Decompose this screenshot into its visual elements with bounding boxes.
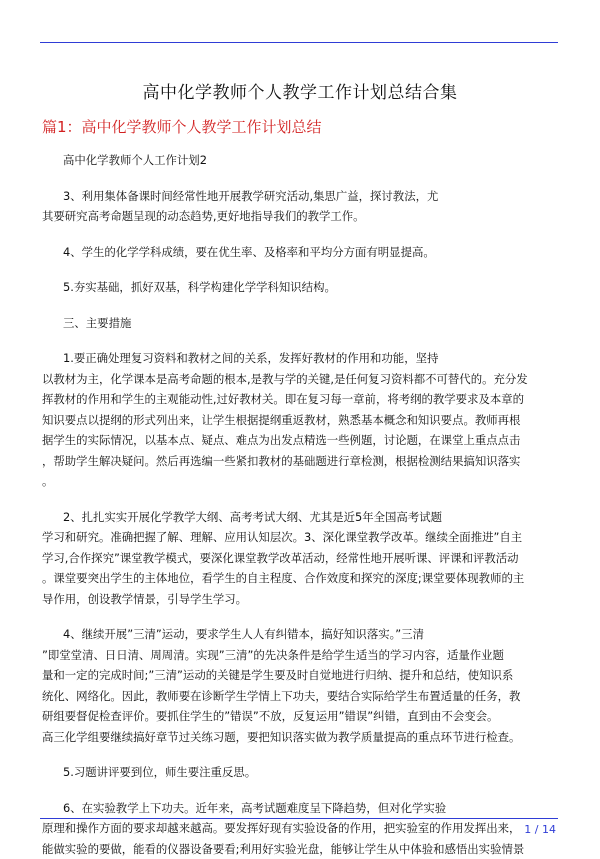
paragraph-line: 统化、网络化。因此，教师要在诊断学生学情上下功夫，要结合实际给学生布置适量的任务，教 — [42, 686, 558, 707]
paragraph-line: 学习和研究。准确把握了解、理解、应用认知层次。3、深化课堂教学改革。继续全面推进”自主 — [42, 527, 558, 548]
paragraph-line: 学习,合作探究”课堂教学模式，要深化课堂教学改革活动，经常性地开展听课、评课和评教活动 — [42, 548, 558, 569]
paragraph-line-first: 4、学生的化学学科成绩，要在优生率、及格率和平均分方面有明显提高。 — [42, 242, 558, 263]
paragraph-line-first: 5.习题讲评要到位，师生要注重反思。 — [42, 762, 558, 783]
paragraph-line: 。 — [42, 471, 558, 492]
paragraph-line-first: 三、主要措施 — [42, 313, 558, 334]
header-rule — [40, 42, 558, 43]
paragraph-line: 据学生的实际情况，以基本点、疑点、难点为出发点精选一些例题，讨论题，在课堂上重点点击 — [42, 430, 558, 451]
footer-rule — [40, 818, 558, 819]
page-indicator: 1 / 14 — [524, 823, 556, 836]
document-body — [42, 150, 558, 859]
paragraph-line-first: 5.夯实基础，抓好双基，科学构建化学学科知识结构。 — [42, 277, 558, 298]
paragraph-line: 高三化学组要继续搞好章节过关练习题，要把知识落实做为教学质量提高的重点环节进行检查。 — [42, 727, 558, 748]
paragraph-line: ，帮助学生解决疑问。然后再选编一些紧扣教材的基础题进行章检测，根据检测结果搞知识落实 — [42, 451, 558, 472]
paragraph-line: 其要研究高考命题呈现的动态趋势,更好地指导我们的教学工作。 — [42, 206, 558, 227]
section-heading: 篇1：高中化学教师个人教学工作计划总结 — [42, 116, 322, 137]
paragraph-line: 知识要点以提纲的形式列出来，让学生根据提纲重返教材，熟悉基本概念和知识要点。教师再根 — [42, 410, 558, 431]
paragraph-line: ”即堂堂清、日日清、周周清。实现”三清”的先决条件是给学生适当的学习内容，适量作业题 — [42, 645, 558, 666]
paragraph-line: 能做实验的要做，能看的仪器设备要看;利用好实验光盘，能够让学生从中体验和感悟出实验情景 — [42, 839, 558, 859]
document-title: 高中化学教师个人教学工作计划总结合集 — [0, 78, 600, 103]
paragraph-line-first: 3、利用集体备课时间经常性地开展教学研究活动,集思广益，探讨教法，尤 — [42, 186, 558, 207]
paragraph-line: 导作用，创设教学情景，引导学生学习。 — [42, 589, 558, 610]
paragraph-line: 。课堂要突出学生的主体地位，看学生的自主程度、合作效度和探究的深度;课堂要体现教师的主 — [42, 568, 558, 589]
paragraph-line-first: 6、在实验教学上下功夫。近年来，高考试题难度呈下降趋势，但对化学实验 — [42, 798, 558, 819]
paragraph-line: 以教材为主，化学课本是高考命题的根本,是教与学的关键,是任何复习资料都不可替代的。充分发 — [42, 369, 558, 390]
paragraph-line-first: 高中化学教师个人工作计划2 — [42, 150, 558, 171]
paragraph-line-first: 1.要正确处理复习资料和教材之间的关系，发挥好教材的作用和功能，坚持 — [42, 348, 558, 369]
paragraph-line: 原理和操作方面的要求却越来越高。要发挥好现有实验设备的作用，把实验室的作用发挥出来， — [42, 818, 558, 839]
paragraph-line: 量和一定的完成时间;”三清”运动的关键是学生要及时自觉地进行归纳、提升和总结，使知识系 — [42, 665, 558, 686]
paragraph-line-first: 4、继续开展”三清”运动，要求学生人人有纠错本，搞好知识落实。”三清 — [42, 624, 558, 645]
paragraph-line-first: 2、扎扎实实开展化学教学大纲、高考考试大纲、尤其是近5年全国高考试题 — [42, 507, 558, 528]
paragraph-line: 挥教材的作用和学生的主观能动性,过好教材关。即在复习每一章前，将考纲的教学要求及本章的 — [42, 389, 558, 410]
paragraph-line: 研组要督促检查评价。要抓住学生的”错误”不放，反复运用”错误”纠错，直到由不会变会。 — [42, 706, 558, 727]
